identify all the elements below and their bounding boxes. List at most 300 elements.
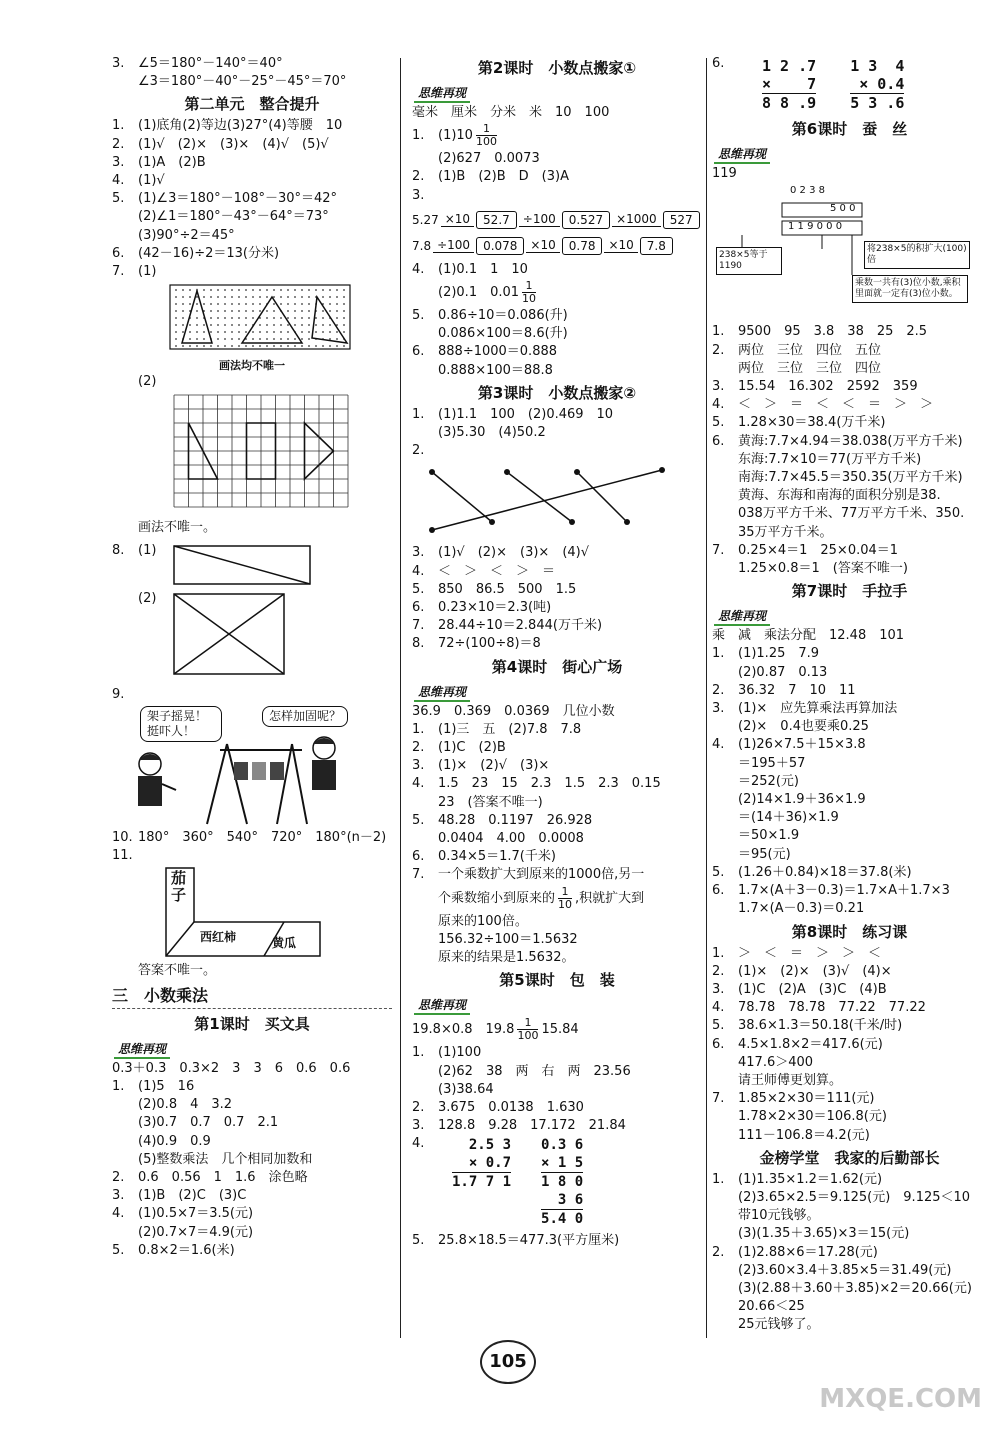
answer-row <box>412 307 702 325</box>
answer-text: 038万平方千米、77万平方千米、350. <box>738 506 965 522</box>
section-tag: 思维再现 <box>414 996 470 1015</box>
diagram-note: 将238×5的积扩大(100)倍 <box>864 241 970 269</box>
fraction <box>517 1017 538 1042</box>
question-number: 4. <box>412 563 425 579</box>
answer-row <box>112 73 392 91</box>
question-number: 7. <box>112 264 125 280</box>
answer-list <box>412 261 702 279</box>
answer-row <box>712 736 987 754</box>
question-number: 3. <box>712 701 725 717</box>
answer-text: 1.28×30＝38.4(万千米) <box>738 415 886 431</box>
answer-row <box>712 360 987 378</box>
question-number <box>712 791 738 809</box>
answer-row <box>412 544 702 562</box>
answer-text: 两位 三位 三位 四位 <box>738 360 882 376</box>
answer-text: ＝95(元) <box>738 846 791 862</box>
answer-text: ∠5＝180°－140°＝40° <box>138 56 283 71</box>
answer-text: (2)0.7×7＝4.9(元) <box>138 1224 254 1240</box>
answer-text: ＜ ＞ ＜ ＞ ＝ <box>438 563 556 579</box>
question-number <box>712 505 738 523</box>
multiplication-line: × 0.4 <box>850 75 904 94</box>
multiplication-line: 5.4 0 <box>541 1210 584 1227</box>
question-number: 4. <box>712 397 725 413</box>
answer-row <box>412 261 702 279</box>
answer-text: 1.7×(A－0.3)＝0.21 <box>738 901 865 917</box>
question-number: 2. <box>112 136 125 152</box>
answer-text: (2)× 0.4也要乘0.25 <box>738 719 869 735</box>
speech-bubble: 怎样加固呢？ <box>262 706 348 727</box>
question-number <box>112 208 138 226</box>
section-tag: 思维再现 <box>714 607 770 626</box>
question-number <box>112 1133 138 1151</box>
answer-row <box>412 150 702 168</box>
answer-text: (1)× 应先算乘法再算加法 <box>738 701 898 717</box>
answer-text: 原来的100倍。 <box>438 913 528 929</box>
answer-row <box>712 505 987 523</box>
answer-text: (1)√ <box>138 173 165 189</box>
question-number: 8. <box>412 636 425 652</box>
question-number: 1. <box>412 128 425 144</box>
answer-row <box>412 757 702 775</box>
answer-text: 38.6×1.3＝50.18(千米/时) <box>738 1018 903 1034</box>
multiplication-line: × 1 5 <box>541 1154 584 1171</box>
answer-text: 111－106.8＝4.2(元) <box>738 1127 870 1143</box>
question-number <box>712 846 738 864</box>
question-number: 10. <box>112 830 133 846</box>
answer-list <box>412 150 702 205</box>
question-number: 1. <box>112 1079 125 1095</box>
question-number: 3. <box>712 379 725 395</box>
answer-row <box>712 469 987 487</box>
answer-row <box>412 931 702 949</box>
question-number: 8. <box>112 542 125 558</box>
answer-row <box>712 1262 987 1280</box>
line-drawing-figure <box>412 460 672 540</box>
answer-text: ∠3＝180°－40°－25°－45°＝70° <box>138 74 347 90</box>
multiplication-column <box>452 1136 511 1228</box>
answer-row <box>412 599 702 617</box>
question-number: 2. <box>412 1099 425 1115</box>
chain-result-box: 0.078 <box>476 237 524 255</box>
answer-list <box>412 544 702 653</box>
question-number: 6. <box>712 433 725 449</box>
answer-text: 0.25×4＝1 25×0.04＝1 <box>738 542 899 558</box>
answer-text: (1)1.25 7.9 <box>738 646 820 662</box>
note: 画法不唯一。 <box>138 520 217 536</box>
answer-row <box>112 1114 392 1132</box>
answer-text: 4.5×1.8×2＝417.6(元) <box>738 1036 883 1052</box>
question-number <box>112 227 138 245</box>
answer-text: 25.8×18.5＝477.3(平方厘米) <box>438 1232 620 1248</box>
answer-row <box>712 999 987 1017</box>
question-number: 1. <box>712 646 725 662</box>
answer-text: 19.8×0.8 19.8 <box>412 1022 515 1038</box>
multiplication-line: 2.5 3 <box>468 1136 512 1153</box>
question-number: 2. <box>712 342 725 358</box>
plot-label: 茄子 <box>171 868 187 904</box>
answer-row <box>112 1242 392 1260</box>
answer-text: 带10元钱够。 <box>738 1208 820 1224</box>
sub-label: (2) <box>138 590 157 606</box>
answer-text <box>438 187 702 205</box>
multiplication-line: 1.7 7 1 <box>452 1173 512 1190</box>
note: 答案不唯一。 <box>138 962 217 978</box>
question-number: 2. <box>412 443 425 459</box>
chain-start-value: 7.8 <box>412 238 432 253</box>
question-number: 7. <box>712 542 725 558</box>
answer-text: 180° 360° 540° 720° 180°(n－2) <box>138 830 387 846</box>
page-number: 105 <box>480 1340 536 1384</box>
answer-text: (1)× (2)√ (3)× <box>438 758 550 774</box>
question-number: 4. <box>112 173 125 189</box>
lesson-title: 第4课时 街心广场 <box>491 657 623 676</box>
plot-outline <box>164 866 324 958</box>
question-number <box>712 827 738 845</box>
answer-text: 9500 95 3.8 38 25 2.5 <box>738 324 928 340</box>
section-tag: 思维再现 <box>114 1040 170 1059</box>
answer-row <box>112 117 392 135</box>
question-number <box>112 73 138 91</box>
diagram-digits: 1 1 9 0 0 0 <box>788 221 843 233</box>
question-number: 5. <box>412 308 425 324</box>
answer-text: (1) <box>138 264 157 280</box>
answer-text: 请王师傅更划算。 <box>738 1072 843 1088</box>
answer-row <box>412 362 702 380</box>
question-number <box>412 150 438 168</box>
answer-text: (1)∠3＝180°－108°－30°＝42° <box>138 191 338 207</box>
multiplication-line: 1 8 0 <box>541 1173 584 1190</box>
question-number <box>712 524 738 542</box>
answer-row <box>112 1169 392 1187</box>
column-divider <box>400 58 401 1338</box>
answer-text: (1)B (2)C (3)C <box>138 1188 247 1204</box>
answer-text: (2)∠1＝180°－43°－64°＝73° <box>138 209 329 225</box>
answer-row <box>712 773 987 791</box>
answer-text: 3.675 0.0138 1.630 <box>438 1099 584 1115</box>
answer-text: 0.6 0.56 1 1.6 涂色略 <box>138 1170 308 1186</box>
answer-row <box>412 830 702 848</box>
answer-text: 1.78×2×30＝106.8(元) <box>738 1109 887 1125</box>
multiplication-line: 1 3 4 <box>850 57 905 76</box>
answer-row <box>112 136 392 154</box>
question-number <box>712 1189 738 1207</box>
answer-text: 1.5 23 15 2.3 1.5 2.3 0.15 <box>438 776 661 792</box>
question-number: 2. <box>412 740 425 756</box>
answer-row <box>412 325 702 343</box>
question-number <box>412 913 438 931</box>
answer-list <box>712 1171 987 1335</box>
answer-row <box>712 755 987 773</box>
answer-row <box>712 560 987 578</box>
answer-row <box>412 949 702 967</box>
answer-text: (1)底角(2)等边(3)27°(4)等腰 10 <box>138 118 343 134</box>
answer-text: 15.54 16.302 2592 359 <box>738 379 918 395</box>
question-number: 2. <box>412 169 425 185</box>
answer-text: 20.66＜25 <box>738 1299 805 1315</box>
answer-row <box>712 451 987 469</box>
answer-text: 15.84 <box>541 1022 579 1038</box>
answer-text: (2)62 38 两 右 两 23.56 <box>438 1063 631 1079</box>
lesson-title: 第1课时 买文具 <box>194 1014 310 1033</box>
section-tag: 思维再现 <box>714 145 770 164</box>
answer-row <box>712 864 987 882</box>
answer-text: 25元钱够了。 <box>738 1317 820 1333</box>
question-number: 4. <box>112 1206 125 1222</box>
fraction-denominator: 10 <box>522 292 537 306</box>
chain-result-box: 0.78 <box>562 237 603 255</box>
answer-text: ,积就扩大到 <box>575 890 645 906</box>
answer-row <box>412 406 702 424</box>
answer-text: 156.32÷100＝1.5632 <box>438 931 578 947</box>
question-number: 5. <box>412 812 425 828</box>
question-number: 1. <box>712 324 725 340</box>
question-number: 6. <box>412 600 425 616</box>
question-number <box>112 1096 138 1114</box>
square-figure <box>112 592 352 676</box>
answer-text: 0.34×5＝1.7(千米) <box>438 849 556 865</box>
answer-text: 毫米 厘米 分米 米 10 100 <box>412 105 610 120</box>
answer-row <box>712 827 987 845</box>
question-number <box>112 1224 138 1242</box>
lesson-title: 第2课时 小数点搬家① <box>477 59 637 77</box>
operation-chain <box>412 237 702 255</box>
question-number: 7. <box>412 867 425 883</box>
column-1 <box>112 55 392 1260</box>
answer-row <box>112 1096 392 1114</box>
answer-text: (4)0.9 0.9 <box>138 1133 211 1149</box>
question-number: 1. <box>712 945 725 961</box>
chain-result-box: 7.8 <box>640 237 673 255</box>
question-number <box>112 1151 138 1169</box>
answer-text: ＝(14＋36)×1.9 <box>738 810 839 826</box>
answer-text: 0.888×100＝88.8 <box>438 362 553 378</box>
answer-text: (3)90°÷2＝45° <box>138 227 235 243</box>
answer-text: (2)0.8 4 3.2 <box>138 1097 233 1113</box>
answer-text: 850 86.5 500 1.5 <box>438 581 577 597</box>
answer-text: (2)627 0.0073 <box>438 151 540 167</box>
answer-row <box>412 581 702 599</box>
question-number: 11. <box>112 848 133 864</box>
answer-text: (2)14×1.9＋36×1.9 <box>738 792 866 808</box>
answer-row <box>112 172 392 190</box>
answer-row <box>412 794 702 812</box>
question-number: 4. <box>712 1000 725 1016</box>
answer-text: 0.086×100＝8.6(升) <box>438 326 568 342</box>
answer-text: 72÷(100÷8)＝8 <box>438 636 541 652</box>
question-number: 1. <box>712 1171 725 1187</box>
answer-text: 0.86÷10＝0.086(升) <box>438 308 568 324</box>
question-number: 3. <box>412 1118 425 1134</box>
answer-row <box>412 721 702 739</box>
chain-result-box: 0.527 <box>562 211 610 229</box>
question-number: 1. <box>412 406 425 422</box>
answer-text <box>438 442 702 460</box>
answer-text: 0.0404 4.00 0.0008 <box>438 831 584 847</box>
answer-row <box>712 524 987 542</box>
answer-row <box>112 1187 392 1205</box>
answer-row <box>712 1108 987 1126</box>
answer-row <box>112 1078 392 1096</box>
question-number <box>712 1298 738 1316</box>
diagram-digits: 5 0 0 <box>830 203 856 215</box>
question-number <box>412 1081 438 1099</box>
chain-operation: ×10 <box>526 238 559 253</box>
question-number <box>712 900 738 918</box>
answer-text: (1)B (2)B D (3)A <box>438 169 569 185</box>
lesson-title: 第8课时 练习课 <box>791 922 908 941</box>
multiplication-line: × 7 <box>762 75 817 94</box>
answer-list <box>112 55 392 91</box>
answer-text: (2)3.65×2.5＝9.125(元) 9.125＜10 <box>738 1189 971 1205</box>
answer-row <box>412 187 702 205</box>
answer-text: (1)0.1 1 10 <box>438 261 528 277</box>
square-grid <box>112 393 352 511</box>
answer-row <box>712 664 987 682</box>
answer-row <box>712 378 987 396</box>
question-number: 3. <box>712 981 725 997</box>
answer-text: 0.3＋0.3 0.3×2 3 3 6 0.6 0.6 <box>112 1060 351 1076</box>
question-number: 9. <box>112 687 125 703</box>
grid-figure <box>112 393 392 515</box>
answer-text: (1)2.88×6＝17.28(元) <box>738 1244 878 1260</box>
multiplication-line: 1 2 .7 <box>762 57 817 76</box>
diagram-digits: 0 2 3 8 <box>790 185 825 197</box>
question-number <box>712 1316 738 1334</box>
plot-label: 黄瓜 <box>272 935 297 950</box>
question-number <box>712 755 738 773</box>
answer-row <box>412 343 702 361</box>
watermark: MXQE.COM <box>819 1384 982 1414</box>
question-number <box>412 362 438 380</box>
answer-text: ＝252(元) <box>738 773 799 789</box>
answer-text: 黄海、东海和南海的面积分别是38. <box>738 488 941 504</box>
answer-text: (1)10 <box>438 128 473 144</box>
answer-list <box>712 323 987 578</box>
answer-row <box>412 168 702 186</box>
dot-grid-figure <box>112 283 392 355</box>
answer-row <box>712 396 987 414</box>
answer-text: 1.85×2×30＝111(元) <box>738 1091 875 1107</box>
question-number <box>712 1225 738 1243</box>
answer-row <box>412 848 702 866</box>
fraction-denominator: 100 <box>517 1029 539 1043</box>
chain-operation: ×10 <box>441 212 474 227</box>
question-number <box>712 664 738 682</box>
diagram-note: 238×5等于1190 <box>716 247 782 275</box>
answer-list <box>412 913 702 968</box>
question-number: 7. <box>712 1091 725 1107</box>
question-number <box>412 325 438 343</box>
column-divider <box>706 58 707 1338</box>
fraction <box>522 280 536 305</box>
answer-text: 一个乘数扩大到原来的1000倍,另一 <box>438 867 645 883</box>
chain-start-value: 5.27 <box>412 212 439 227</box>
answer-row <box>412 866 702 884</box>
answer-row <box>712 900 987 918</box>
answer-text: 黄海:7.7×4.94＝38.038(万平方千米) <box>738 433 963 449</box>
answer-row <box>412 424 702 442</box>
question-number <box>412 949 438 967</box>
lesson-title: 第3课时 小数点搬家② <box>477 383 637 402</box>
multiplication-line: 8 8 .9 <box>762 94 817 113</box>
question-number: 4. <box>412 261 425 277</box>
question-number: 1. <box>112 118 125 134</box>
multiplication-column <box>762 57 816 112</box>
question-number <box>712 1108 738 1126</box>
answer-text: 417.6＞400 <box>738 1054 814 1070</box>
answer-row <box>412 812 702 830</box>
answer-row <box>412 635 702 653</box>
answer-list <box>412 307 702 380</box>
answer-row <box>712 645 987 663</box>
question-number: 4. <box>412 776 425 792</box>
answer-row <box>412 1099 702 1117</box>
answer-row <box>112 263 392 281</box>
answer-text: (3)5.30 (4)50.2 <box>438 425 546 441</box>
answer-text: (1)100 <box>438 1045 482 1061</box>
answer-text: 48.28 0.1197 26.928 <box>438 812 593 828</box>
answer-text: (1)三 五 (2)7.8 7.8 <box>438 721 582 737</box>
answer-row <box>712 1225 987 1243</box>
question-number: 6. <box>712 56 725 71</box>
question-number <box>412 931 438 949</box>
fraction-numerator: 1 <box>524 1016 532 1030</box>
answer-row <box>712 1244 987 1262</box>
answer-row <box>112 227 392 245</box>
multiplication-diagram <box>712 183 987 323</box>
question-number <box>712 469 738 487</box>
answer-row <box>712 1316 987 1334</box>
fraction-denominator: 100 <box>475 135 497 149</box>
answer-list <box>112 1078 392 1260</box>
question-number <box>712 1127 738 1145</box>
answer-row <box>412 913 702 931</box>
answer-text: 两位 三位 四位 五位 <box>738 342 882 358</box>
lesson-title: 第5课时 包 装 <box>499 971 615 990</box>
question-number: 1. <box>412 1045 425 1061</box>
people-and-rack-drawing <box>112 704 352 829</box>
answer-row <box>412 775 702 793</box>
question-number <box>712 360 738 378</box>
chain-result-box: 527 <box>663 211 700 229</box>
answer-text: 原来的结果是1.5632。 <box>438 950 575 966</box>
figure-caption: 画法均不唯一 <box>219 359 285 373</box>
question-number <box>712 1280 738 1298</box>
answer-text: 1.25×0.8＝1 (答案不唯一) <box>738 561 908 577</box>
question-number: 4. <box>412 1136 425 1152</box>
question-number: 6. <box>712 1036 725 1052</box>
answer-text: ＜ ＞ ＝ ＜ ＜ ＝ ＞ ＞ <box>738 397 934 413</box>
column-2 <box>412 55 702 1250</box>
section-title: 第二单元 整合提升 <box>184 95 320 114</box>
question-number: 5. <box>412 1232 425 1248</box>
answer-text: (3)0.7 0.7 0.7 2.1 <box>138 1115 279 1131</box>
answer-row <box>712 1189 987 1207</box>
question-number <box>412 424 438 442</box>
answer-row <box>412 739 702 757</box>
lesson-title: 第7课时 手拉手 <box>791 582 908 601</box>
multiplication-column <box>541 1136 583 1228</box>
answer-row <box>712 1298 987 1316</box>
question-number: 6. <box>412 849 425 865</box>
question-number: 3. <box>112 154 125 170</box>
answer-list <box>712 645 987 918</box>
question-number: 5. <box>112 1242 125 1258</box>
answer-text: (3)(2.88＋3.60＋3.85)×2＝20.66(元) <box>738 1280 972 1296</box>
chain-operation: ÷100 <box>433 238 474 253</box>
answer-row <box>712 342 987 360</box>
answer-text: (1.26＋0.84)×18＝37.8(米) <box>738 864 912 880</box>
